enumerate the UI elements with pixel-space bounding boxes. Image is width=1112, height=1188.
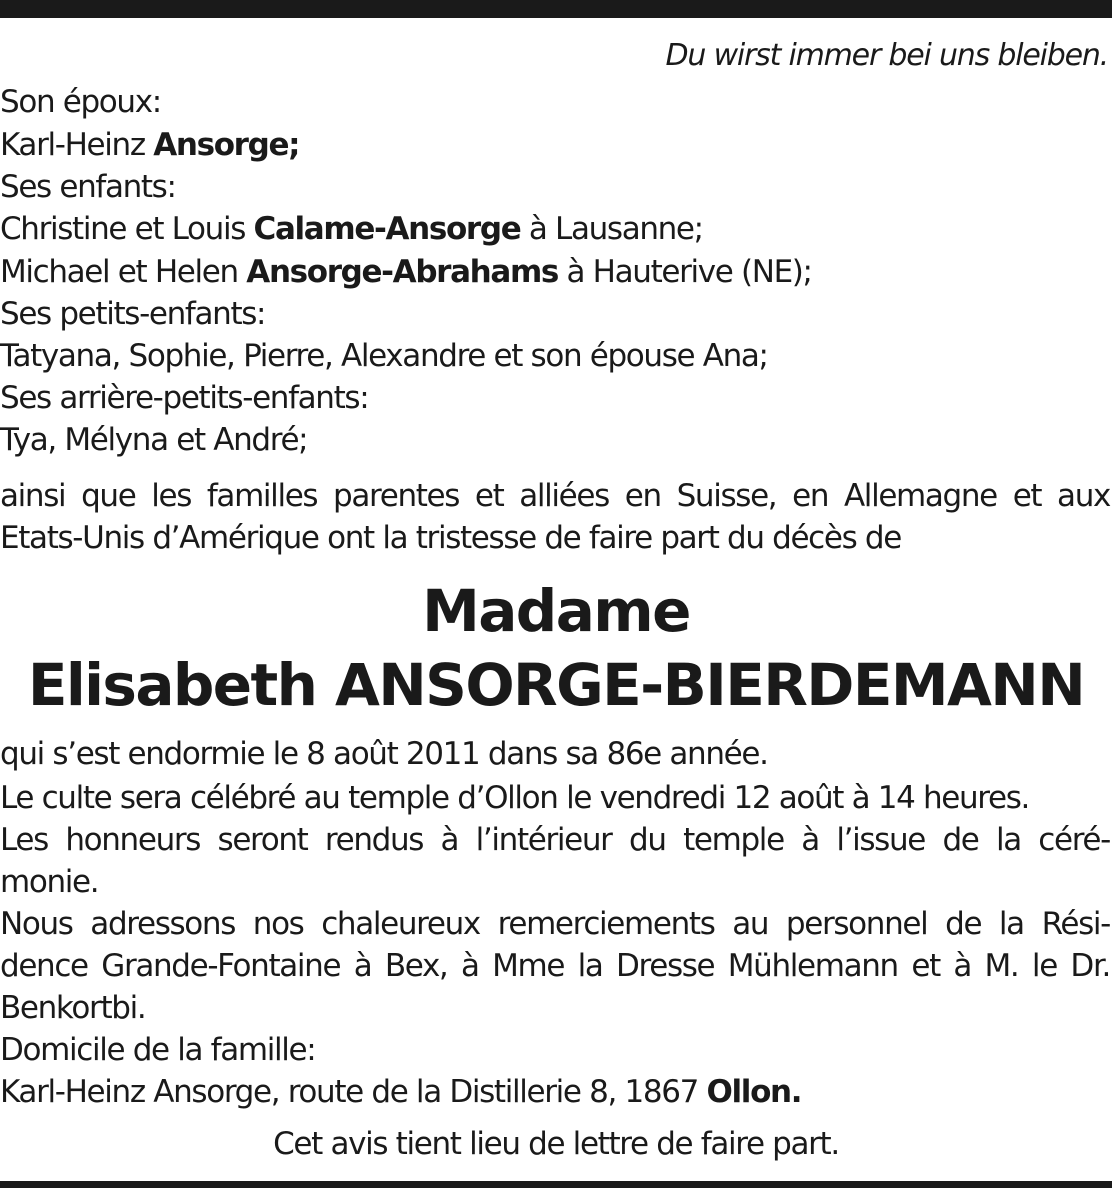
child-line-1 <box>0 211 703 247</box>
great-grandchildren-names: Tya, Mélyna et André; <box>0 422 308 458</box>
domicile-address <box>0 1074 801 1110</box>
spouse-heading: Son époux: <box>0 84 161 120</box>
grandchildren-heading: Ses petits-enfants: <box>0 296 266 332</box>
deceased-title: Madame <box>422 577 690 645</box>
details-line-1: qui s’est endormie le 8 août 2011 dans sa 86e année. <box>0 736 768 772</box>
child2-last-name: Ansorge-Abrahams <box>246 254 559 290</box>
announcement-line-1: ainsi que les familles parentes et alliées en Suisse, en Allemagne et aux <box>0 478 1110 514</box>
child-line-2 <box>0 254 812 290</box>
details-line-3: Les honneurs seront rendus à l’intérieur du temple à l’issue de la céré- <box>0 822 1110 858</box>
details-line-7: Benkortbi. <box>0 990 146 1026</box>
spouse-line <box>0 127 299 163</box>
address-town: Ollon. <box>706 1074 802 1110</box>
child1-place: à Lausanne; <box>520 211 703 247</box>
top-rule <box>0 0 1112 18</box>
child2-first-names: Michael et Helen <box>0 254 247 290</box>
great-grandchildren-heading: Ses arrière-petits-enfants: <box>0 380 369 416</box>
spouse-last-name: Ansorge; <box>153 127 300 163</box>
closing-note: Cet avis tient lieu de lettre de faire part. <box>273 1126 839 1162</box>
grandchildren-names: Tatyana, Sophie, Pierre, Alexandre et son épouse Ana; <box>0 338 768 374</box>
address-street: Karl-Heinz Ansorge, route de la Distillerie 8, 1867 <box>0 1074 707 1110</box>
child1-last-name: Calame-Ansorge <box>253 211 521 247</box>
deceased-name: Elisabeth ANSORGE-BIERDEMANN <box>27 651 1085 719</box>
details-line-5: Nous adressons nos chaleureux remerciements au personnel de la Rési- <box>0 906 1110 942</box>
bottom-rule <box>0 1181 1112 1188</box>
spouse-first-name: Karl-Heinz <box>0 127 154 163</box>
details-line-2: Le culte sera célébré au temple d’Ollon le vendredi 12 août à 14 heures. <box>0 780 1030 816</box>
details-line-6: dence Grande-Fontaine à Bex, à Mme la Dresse Mühlemann et à M. le Dr. <box>0 948 1110 984</box>
motto: Du wirst immer bei uns bleiben. <box>665 38 1108 73</box>
details-line-4: monie. <box>0 864 99 900</box>
child1-first-names: Christine et Louis <box>0 211 254 247</box>
children-heading: Ses enfants: <box>0 169 176 205</box>
domicile-heading: Domicile de la famille: <box>0 1032 316 1068</box>
child2-place: à Hauterive (NE); <box>558 254 812 290</box>
announcement-line-2: Etats-Unis d’Amérique ont la tristesse de faire part du décès de <box>0 520 901 556</box>
